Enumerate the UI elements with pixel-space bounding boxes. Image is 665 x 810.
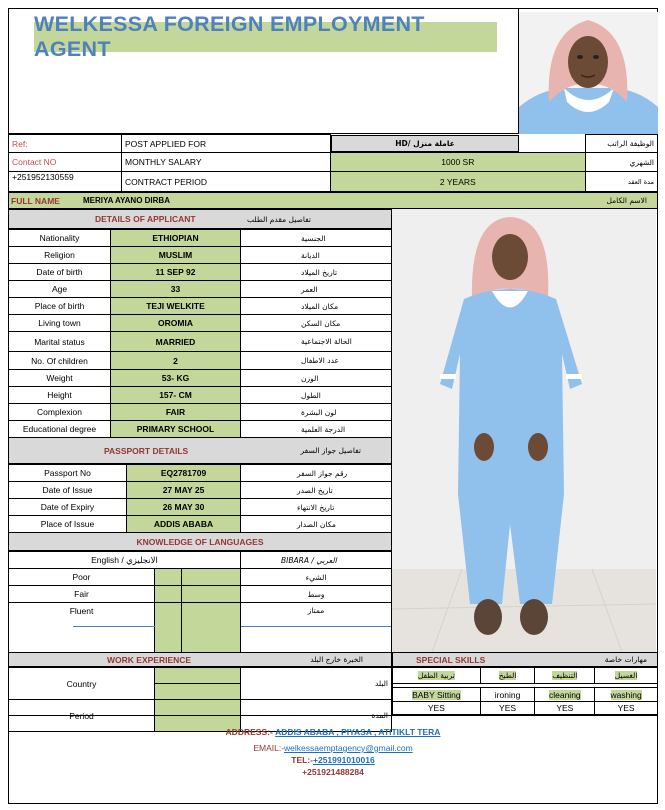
passport-value: 27 MAY 25 (127, 482, 241, 499)
languages-table (8, 551, 392, 653)
lang-english: English / الانجليزي (9, 552, 241, 569)
languages-heading-text: KNOWLEDGE OF LANGUAGES (136, 536, 264, 547)
skills-heading-ar: مهارات خاصة (604, 655, 647, 664)
address-value[interactable]: ADDIS ABABA , PIYASA , ATITIKLT TERA (275, 727, 441, 737)
footer-email (8, 743, 658, 753)
tel2-value[interactable]: +251921488284 (302, 767, 364, 777)
passport-label: Date of Expiry (9, 499, 127, 516)
skill-item (393, 688, 481, 702)
passport-heading (8, 437, 392, 464)
passport-ar: تاريخ الصدر (241, 482, 392, 499)
ref-label: Ref: (9, 135, 122, 153)
applicant-ar: العمر (241, 281, 392, 298)
skill-ar: الغسيل (614, 671, 638, 680)
skill-ar-cell (535, 668, 595, 684)
applicant-label: Religion (9, 247, 111, 264)
applicant-value: MARRIED (111, 332, 241, 352)
applicant-label: Place of birth (9, 298, 111, 315)
applicant-label: Complexion (9, 404, 111, 421)
applicant-ar: الجنسية (241, 230, 392, 247)
lang-fluent-ar: ممتاز (241, 603, 392, 653)
page-title: WELKESSA FOREIGN EMPLOYMENT AGENT (34, 22, 497, 52)
fullname-value: MERIYA AYANO DIRBA (83, 196, 170, 205)
applicant-label: Educational degree (9, 421, 111, 438)
lang-fair-ar: وسط (241, 586, 392, 603)
passport-row (9, 465, 392, 482)
passport-row (9, 482, 392, 499)
lang-poor-cell2 (182, 569, 241, 586)
skills-heading-text: SPECIAL SKILLS (416, 654, 486, 665)
applicant-label: Weight (9, 370, 111, 387)
passport-value: 26 MAY 30 (127, 499, 241, 516)
fullname-ar: الاسم الكامل (606, 196, 647, 205)
skill-value: YES (535, 702, 595, 715)
skills-table (392, 667, 658, 715)
applicant-ar: تاريخ الميلاد (241, 264, 392, 281)
fullname-row (8, 192, 658, 209)
applicant-ar: عدد الاطفال (241, 352, 392, 370)
post-label: POST APPLIED FOR (122, 135, 331, 153)
passport-value: EQ2781709 (127, 465, 241, 482)
applicant-row (9, 230, 392, 247)
applicant-label: Height (9, 387, 111, 404)
applicant-label: Date of birth (9, 264, 111, 281)
applicant-ar: الطول (241, 387, 392, 404)
skill-label: cleaning (548, 689, 581, 700)
lang-fluent-cell (155, 603, 182, 653)
skill-label: ironing (494, 689, 521, 700)
applicant-ar: الديانة (241, 247, 392, 264)
applicant-value: PRIMARY SCHOOL (111, 421, 241, 438)
skill-label: BABY Sitting (412, 689, 461, 700)
applicant-row (9, 332, 392, 352)
applicant-value: 53- KG (111, 370, 241, 387)
applicant-value: 11 SEP 92 (111, 264, 241, 281)
applicant-label: Living town (9, 315, 111, 332)
work-country: Country (9, 668, 155, 700)
applicant-heading (8, 209, 392, 229)
lang-fair: Fair (9, 586, 155, 603)
applicant-row (9, 281, 392, 298)
applicant-value: 33 (111, 281, 241, 298)
applicant-row (9, 264, 392, 281)
skill-item (480, 688, 535, 702)
passport-label: Place of Issue (9, 516, 127, 533)
passport-value: ADDIS ABABA (127, 516, 241, 533)
work-country-ar: البلد (241, 668, 392, 700)
contract-value: 2 YEARS (331, 172, 586, 192)
applicant-ar: مكان الميلاد (241, 298, 392, 315)
lang-arabic: BIBARA / العربي (241, 552, 392, 569)
passport-ar: رقم جواز السفر (241, 465, 392, 482)
skill-label: washing (610, 689, 642, 700)
passport-label: Date of Issue (9, 482, 127, 499)
work-country-cell2 (155, 684, 241, 700)
applicant-ar: لون البشرة (241, 404, 392, 421)
passport-row (9, 499, 392, 516)
skill-value: YES (393, 702, 481, 715)
email-label: EMAIL:- (253, 743, 285, 753)
contract-ar: مدة العقد (585, 172, 657, 192)
footer-tel2 (8, 767, 658, 777)
skill-item (535, 688, 595, 702)
headshot-photo (519, 12, 658, 134)
lang-fair-cell2 (182, 586, 241, 603)
lang-poor-ar: الشيء (241, 569, 392, 586)
applicant-label: Age (9, 281, 111, 298)
lang-fair-cell (155, 586, 182, 603)
applicant-heading-text: DETAILS OF APPLICANT (95, 214, 196, 224)
applicant-row (9, 247, 392, 264)
work-heading-ar: الخبرة خارج البلد (310, 655, 363, 664)
skill-value: YES (595, 702, 658, 715)
email-value[interactable]: welkessaemptagency@gmail.com (284, 743, 413, 753)
contract-label: CONTRACT PERIOD (122, 172, 331, 192)
passport-heading-ar: تفاصيل جواز السفر (300, 446, 361, 455)
fluent-line-2 (241, 626, 391, 627)
applicant-ar: الوزن (241, 370, 392, 387)
applicant-ar: مكان السكن (241, 315, 392, 332)
applicant-row (9, 421, 392, 438)
applicant-row (9, 298, 392, 315)
applicant-row (9, 370, 392, 387)
applicant-row (9, 352, 392, 370)
passport-label: Passport No (9, 465, 127, 482)
applicant-value: ETHIOPIAN (111, 230, 241, 247)
address-label: ADDRESS:- (225, 727, 273, 737)
fullname-label: FULL NAME (11, 195, 60, 206)
post-ar: الوظيفة الراتب (585, 135, 657, 153)
footer-tel (8, 755, 658, 765)
lang-poor-cell (155, 569, 182, 586)
applicant-row (9, 315, 392, 332)
footer-address (8, 727, 658, 737)
skills-heading (392, 652, 658, 667)
applicant-row (9, 404, 392, 421)
work-period: Period (9, 700, 155, 732)
salary-label: MONTHLY SALARY (122, 153, 331, 172)
skill-ar: التنظيف (552, 671, 578, 680)
skill-item (595, 688, 658, 702)
applicant-table (8, 229, 392, 438)
lang-fluent-cell2 (182, 603, 241, 653)
passport-row (9, 516, 392, 533)
contact-value: +251952130559 (9, 172, 122, 192)
work-heading-text: WORK EXPERIENCE (107, 654, 192, 665)
applicant-value: 157- CM (111, 387, 241, 404)
skill-ar-cell (393, 668, 481, 684)
full-body-photo (392, 209, 656, 652)
fluent-line-1 (73, 626, 155, 627)
applicant-value: OROMIA (111, 315, 241, 332)
passport-ar: تاريخ الانتهاء (241, 499, 392, 516)
work-period-ar: المدة (241, 700, 392, 732)
work-heading (8, 652, 392, 667)
lang-poor: Poor (9, 569, 155, 586)
skill-ar-cell (480, 668, 535, 684)
work-period-cell (155, 700, 241, 716)
salary-value: 1000 SR (331, 153, 586, 172)
tel-label: TEL:- (291, 755, 313, 765)
applicant-heading-ar: تفاصيل مقدم الطلب (246, 214, 311, 224)
skill-value: YES (480, 702, 535, 715)
tel1-value[interactable]: +251991010016 (313, 755, 375, 765)
applicant-label: Marital status (9, 332, 111, 352)
skill-ar: الطبخ (498, 671, 517, 680)
applicant-value: TEJI WELKITE (111, 298, 241, 315)
applicant-label: Nationality (9, 230, 111, 247)
applicant-label: No. Of children (9, 352, 111, 370)
post-value: HD/ عاملة منزل (331, 135, 519, 152)
passport-heading-text: PASSPORT DETAILS (104, 445, 189, 456)
applicant-value: 2 (111, 352, 241, 370)
applicant-row (9, 387, 392, 404)
salary-ar: الشهري (585, 153, 657, 172)
applicant-ar: الحالة الاجتماعية (241, 332, 392, 352)
skill-ar: تربية الطفل (417, 671, 455, 680)
applicant-value: MUSLIM (111, 247, 241, 264)
passport-table (8, 464, 392, 533)
work-country-cell (155, 668, 241, 684)
contact-label: Contact NO (9, 153, 122, 172)
languages-heading (8, 532, 392, 551)
top-info-table (8, 134, 658, 192)
applicant-ar: الدرجة العلمية (241, 421, 392, 438)
passport-ar: مكان الصدار (241, 516, 392, 533)
lang-fluent: Fluent (9, 603, 155, 653)
skill-ar-cell (595, 668, 658, 684)
applicant-value: FAIR (111, 404, 241, 421)
